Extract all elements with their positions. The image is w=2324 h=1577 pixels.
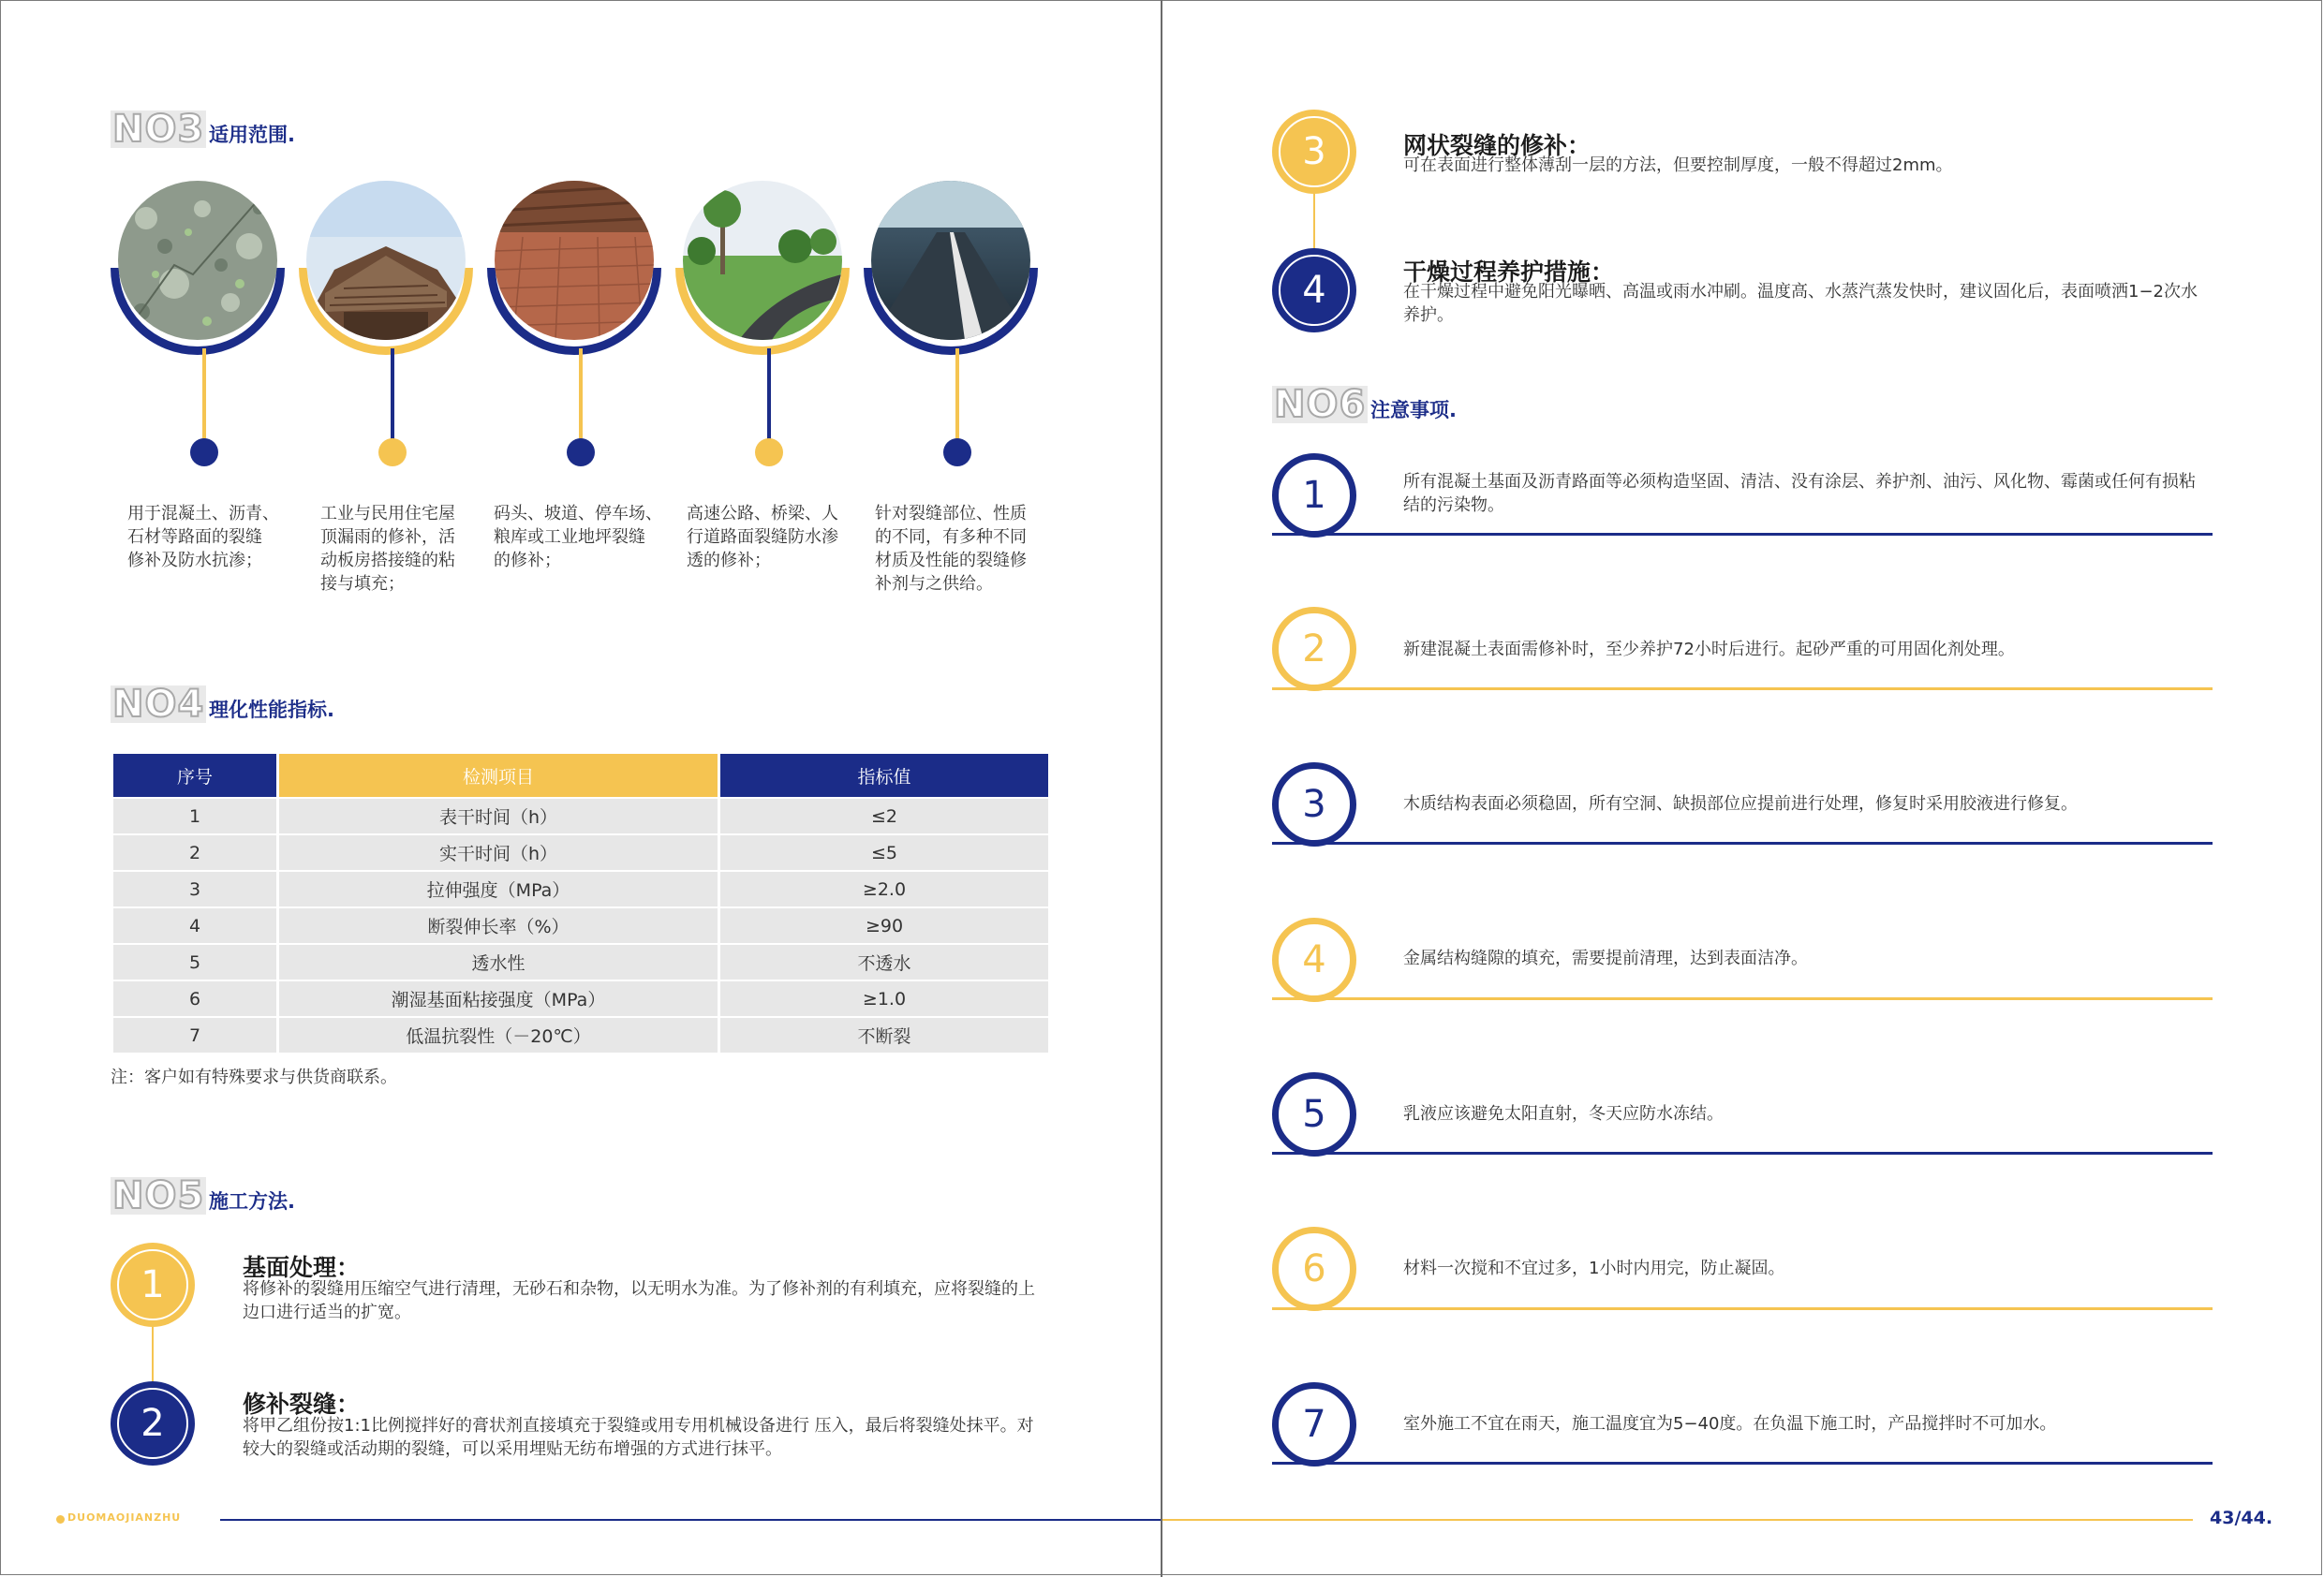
table-row [113, 945, 1048, 980]
page-divider [1161, 0, 1162, 1577]
note-number: 7 [1302, 1403, 1326, 1446]
section-title: 注意事项. [1370, 399, 1457, 421]
section-number: NO4 [112, 683, 205, 726]
application-text: 码头、坡道、停车场、 粮库或工业地坪裂缝 的修补； [494, 504, 662, 570]
step-number: 1 [117, 1249, 188, 1320]
application-image-highway [675, 181, 850, 355]
table-cell: 不断裂 [720, 1018, 1048, 1053]
application-text: 针对裂缝部位、性质 的不同，有多种不同 材质及性能的裂缝修 补剂与之供给。 [875, 504, 1027, 594]
connector-line [202, 348, 206, 442]
table-cell: ≤5 [720, 835, 1048, 870]
table-cell: 5 [113, 945, 276, 980]
step-text: 将甲乙组份按1:1比例搅拌好的膏状剂直接填充于裂缝或用专用机械设备进行 压入，最后将裂缝处抹平。对较大的裂缝或活动期的裂缝，可以采用埋贴无纺布增强的方式进行抹平。 [243, 1416, 1034, 1459]
note-underline [1272, 533, 2213, 536]
note-underline [1272, 687, 2213, 690]
table-cell: 2 [113, 835, 276, 870]
column-header: 指标值 [720, 754, 1048, 797]
connector-line [767, 348, 771, 442]
step-number-badge [111, 1381, 195, 1466]
table-cell: 6 [113, 981, 276, 1016]
step-title: 修补裂缝： [243, 1391, 361, 1418]
note-number-badge [1272, 918, 1356, 1002]
step-number-badge [1272, 248, 1356, 332]
step-number: 4 [1279, 255, 1350, 326]
section-number: NO3 [112, 108, 205, 151]
note-underline [1272, 842, 2213, 845]
footer-line [1162, 1519, 2193, 1521]
table-row [113, 981, 1048, 1016]
step-title: 干燥过程养护措施： [1403, 258, 1615, 286]
table-cell: 实干时间（h） [279, 835, 718, 870]
step-text: 在干燥过程中避免阳光曝晒、高温或雨水冲刷。温度高、水蒸汽蒸发快时，建议固化后，表面喷洒1−2次水养护。 [1403, 282, 2198, 325]
footer-dot [56, 1515, 65, 1524]
step-number-badge [111, 1243, 195, 1327]
table-cell: ≥1.0 [720, 981, 1048, 1016]
table-cell: 不透水 [720, 945, 1048, 980]
table-cell: 低温抗裂性（－20℃） [279, 1018, 718, 1053]
table-cell: ≥90 [720, 908, 1048, 943]
note-text: 材料一次搅和不宜过多，1小时内用完，防止凝固。 [1403, 1259, 1785, 1278]
concrete-stone-photo [118, 181, 277, 340]
step-number-badge [1272, 110, 1356, 194]
application-text: 用于混凝土、沥青、 石材等路面的裂缝 修补及防水抗渗； [127, 504, 279, 570]
connector-dot [378, 438, 407, 466]
note-underline [1272, 1152, 2213, 1155]
table-cell: 4 [113, 908, 276, 943]
application-image-roof [299, 181, 473, 355]
table-row [113, 799, 1048, 833]
note-number-badge [1272, 762, 1356, 847]
step-title: 基面处理： [243, 1254, 361, 1281]
connector-line [391, 348, 394, 442]
step-connector [1313, 193, 1315, 257]
note-number-badge [1272, 1227, 1356, 1311]
note-text: 木质结构表面必须稳固，所有空洞、缺损部位应提前进行处理，修复时采用胶液进行修复。 [1403, 794, 2078, 814]
connector-dot [943, 438, 971, 466]
table-cell: 透水性 [279, 945, 718, 980]
performance-table [111, 752, 1051, 1054]
step-text: 可在表面进行整体薄刮一层的方法，但要控制厚度，一般不得超过2mm。 [1403, 155, 1953, 175]
connector-dot [190, 438, 218, 466]
step-text: 将修补的裂缝用压缩空气进行清理，无砂石和杂物，以无明水为准。为了修补剂的有利填充，应将裂缝的上边口进行适当的扩宽。 [243, 1279, 1035, 1322]
table-header-row [113, 754, 1048, 797]
brick-pavement-photo [495, 181, 654, 340]
table-note: 注：客户如有特殊要求与供货商联系。 [111, 1068, 397, 1087]
highway-photo [683, 181, 842, 340]
section-title: 理化性能指标. [209, 699, 334, 721]
note-text: 室外施工不宜在雨天，施工温度宜为5−40度。在负温下施工时，产品搅拌时不可加水。 [1403, 1414, 2057, 1434]
application-image-concrete [111, 181, 285, 355]
table-cell: ≤2 [720, 799, 1048, 833]
note-text: 金属结构缝隙的填充，需要提前清理，达到表面洁净。 [1403, 949, 1808, 968]
table-row [113, 908, 1048, 943]
note-number-badge [1272, 453, 1356, 538]
note-number-badge [1272, 1072, 1356, 1157]
road-photo [871, 181, 1030, 340]
note-number-badge [1272, 607, 1356, 691]
table-cell: 7 [113, 1018, 276, 1053]
note-text: 乳液应该避免太阳直射，冬天应防水冻结。 [1403, 1104, 1724, 1124]
footer-brand: DUOMAOJIANZHU [67, 1511, 182, 1524]
step-number: 3 [1279, 116, 1350, 187]
table-row [113, 872, 1048, 906]
table-cell: 1 [113, 799, 276, 833]
table-cell: 拉伸强度（MPa） [279, 872, 718, 906]
note-text: 新建混凝土表面需修补时，至少养护72小时后进行。起砂严重的可用固化剂处理。 [1403, 640, 2015, 659]
roof-photo [306, 181, 466, 340]
note-number: 5 [1302, 1093, 1326, 1136]
column-header: 序号 [113, 754, 276, 797]
page-number: 43/44. [2210, 1508, 2273, 1528]
footer-line [220, 1519, 1161, 1521]
section-number: NO6 [1274, 383, 1367, 426]
note-underline [1272, 1307, 2213, 1310]
table-cell: 3 [113, 872, 276, 906]
note-text: 所有混凝土基面及沥青路面等必须构造坚固、清洁、没有涂层、养护剂、油污、风化物、霉菌或任何有损粘结的污染物。 [1403, 472, 2196, 515]
connector-dot [755, 438, 783, 466]
note-number: 6 [1302, 1247, 1326, 1290]
table-row [113, 1018, 1048, 1053]
note-number: 2 [1302, 627, 1326, 671]
note-underline [1272, 1462, 2213, 1465]
section-number: NO5 [112, 1174, 205, 1217]
step-title: 网状裂缝的修补： [1403, 132, 1591, 159]
application-image-road [864, 181, 1038, 355]
table-row [113, 835, 1048, 870]
section-title: 施工方法. [209, 1190, 295, 1213]
application-text: 高速公路、桥梁、人 行道路面裂缝防水渗 透的修补； [687, 504, 838, 570]
note-number-badge [1272, 1382, 1356, 1466]
column-header: 检测项目 [279, 754, 718, 797]
table-cell: 表干时间（h） [279, 799, 718, 833]
table-cell: 潮湿基面粘接强度（MPa） [279, 981, 718, 1016]
section-title: 适用范围. [209, 124, 295, 146]
application-image-pavement [487, 181, 661, 355]
connector-line [579, 348, 583, 442]
table-cell: 断裂伸长率（%） [279, 908, 718, 943]
connector-dot [567, 438, 595, 466]
note-number: 4 [1302, 938, 1326, 981]
note-number: 3 [1302, 783, 1326, 826]
step-number: 2 [117, 1388, 188, 1459]
application-text: 工业与民用住宅屋 顶漏雨的修补，活 动板房搭接缝的粘 接与填充； [320, 504, 455, 594]
note-number: 1 [1302, 474, 1326, 517]
table-cell: ≥2.0 [720, 872, 1048, 906]
connector-line [955, 348, 959, 442]
note-underline [1272, 997, 2213, 1000]
